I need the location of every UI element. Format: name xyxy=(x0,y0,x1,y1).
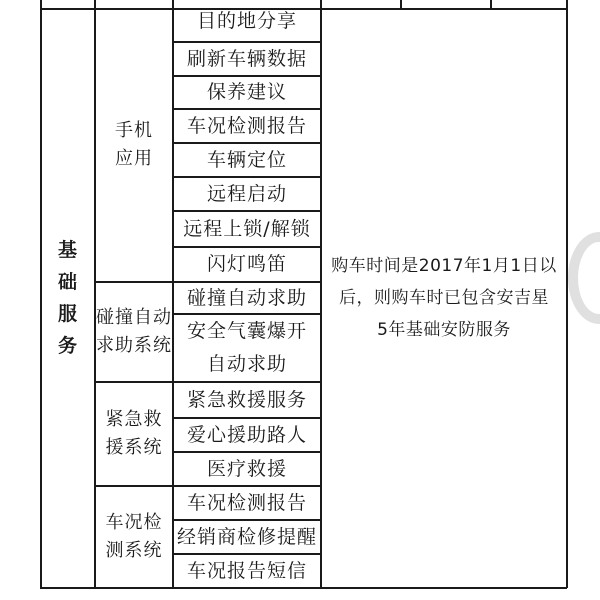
category-cell xyxy=(42,9,94,587)
table-border-right xyxy=(566,0,568,588)
feature-cell: 目的地分享 xyxy=(196,9,297,32)
note-line: 购车时间是2017年1月1日以 xyxy=(331,256,557,276)
feature-cell: 闪灯鸣笛 xyxy=(206,253,287,275)
group-label-line: 手机 xyxy=(115,120,153,141)
feature-cell: 远程上锁/解锁 xyxy=(183,217,311,240)
feature-cell: 车况检测报告 xyxy=(186,491,307,514)
group-label-line: 紧急救 xyxy=(105,408,163,430)
category-char: 基 xyxy=(57,239,78,261)
feature-cell: 远程启动 xyxy=(206,182,287,205)
feature-cell: 经销商检修提醒 xyxy=(176,525,317,548)
note-line: 5年基础安防服务 xyxy=(377,320,511,340)
table-divider xyxy=(400,0,402,8)
group-cell-collision-rescue xyxy=(96,282,172,381)
group-cell-vehicle-check xyxy=(96,486,172,587)
feature-cell: 自动求助 xyxy=(206,353,287,375)
category-char: 服 xyxy=(57,303,78,325)
group-label-line: 车况检 xyxy=(105,511,163,533)
feature-cell: 碰撞自动求助 xyxy=(186,286,307,309)
feature-cell: 紧急救援服务 xyxy=(186,388,307,411)
group-label-line: 求助系统 xyxy=(96,334,172,356)
category-char: 础 xyxy=(57,271,78,293)
feature-cell: 车况报告短信 xyxy=(186,559,307,582)
feature-cell: 车辆定位 xyxy=(206,148,287,171)
group-label-line: 测系统 xyxy=(105,539,163,561)
group-label-line: 援系统 xyxy=(105,436,163,458)
feature-cell: 爱心援助路人 xyxy=(186,423,307,446)
feature-cell: 医疗救援 xyxy=(206,457,287,480)
feature-cell: 刷新车辆数据 xyxy=(186,47,307,70)
group-cell-phone-app xyxy=(96,9,172,281)
category-char: 务 xyxy=(57,335,78,357)
feature-cell: 安全气囊爆开 xyxy=(186,319,307,342)
feature-cell: 车况检测报告 xyxy=(186,114,307,137)
group-label-line: 应用 xyxy=(115,148,153,169)
table-border-bottom xyxy=(40,587,567,589)
note-line: 后，则购车时已包含安吉星 xyxy=(339,288,549,308)
group-cell-emergency-rescue xyxy=(96,382,172,485)
group-label-line: 碰撞自动 xyxy=(96,306,172,328)
table-divider xyxy=(490,0,492,8)
note-cell xyxy=(322,9,566,587)
feature-cell: 保养建议 xyxy=(206,81,287,103)
cropped-edge-mark xyxy=(568,232,600,324)
